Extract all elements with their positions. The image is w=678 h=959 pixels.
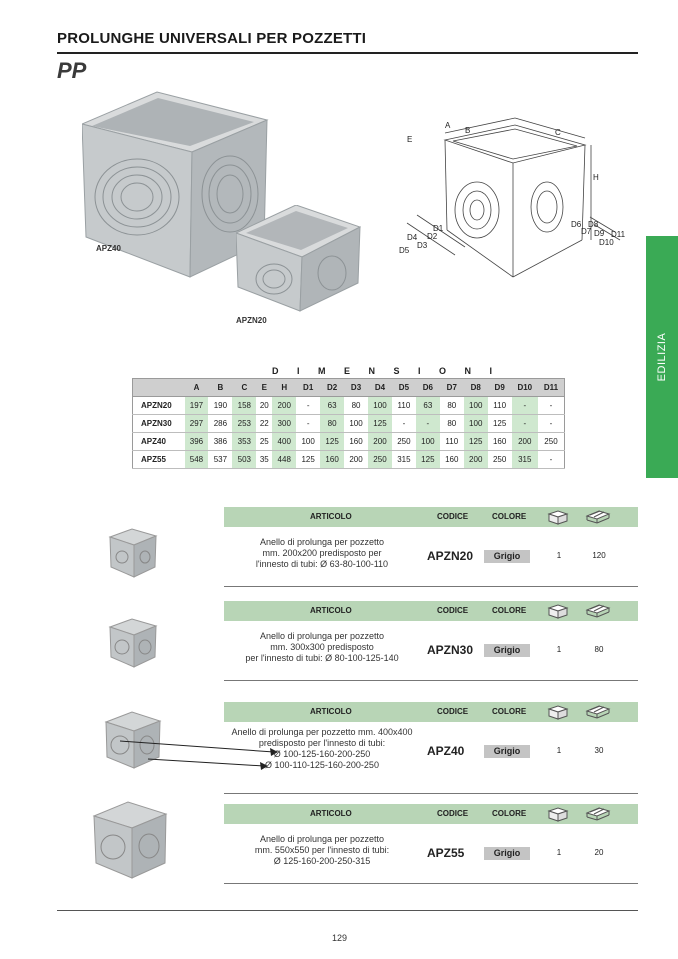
codice-header: CODICE bbox=[437, 512, 469, 521]
colore-header: COLORE bbox=[492, 707, 527, 716]
colore-header: COLORE bbox=[492, 512, 527, 521]
table-cell: 125 bbox=[464, 433, 488, 451]
product-code: APZ40 bbox=[427, 744, 465, 758]
table-cell: 125 bbox=[416, 451, 440, 469]
pallet-quantity: 30 bbox=[594, 746, 604, 755]
table-cell: 250 bbox=[488, 451, 512, 469]
svg-text:D4: D4 bbox=[407, 233, 418, 242]
column-header: D6 bbox=[416, 379, 440, 397]
product-row bbox=[224, 722, 638, 794]
table-cell: 125 bbox=[368, 415, 392, 433]
page-number: 129 bbox=[332, 933, 348, 943]
table-cell: 197 bbox=[185, 397, 209, 415]
pallet-quantity: 120 bbox=[592, 551, 606, 560]
column-header: D4 bbox=[368, 379, 392, 397]
product-description bbox=[224, 727, 420, 771]
product-block-apz40 bbox=[224, 702, 638, 794]
table-cell: - bbox=[296, 397, 320, 415]
box-icon bbox=[547, 603, 569, 619]
product-row bbox=[224, 527, 638, 587]
table-cell: 35 bbox=[256, 451, 272, 469]
svg-text:D6: D6 bbox=[571, 220, 582, 229]
column-header: D3 bbox=[344, 379, 368, 397]
column-header: D9 bbox=[488, 379, 512, 397]
table-cell: 110 bbox=[392, 397, 416, 415]
product-block-apz55 bbox=[224, 804, 638, 884]
page-title: PROLUNGHE UNIVERSALI PER POZZETTI bbox=[57, 30, 367, 47]
description-line: Anello di prolunga per pozzetto bbox=[259, 537, 385, 547]
table-cell: 80 bbox=[440, 415, 464, 433]
table-cell: 448 bbox=[272, 451, 296, 469]
dimensions-title: D I M E N S I O N I bbox=[272, 366, 501, 376]
svg-text:A: A bbox=[445, 121, 451, 130]
pallet-icon bbox=[585, 603, 611, 619]
table-cell: - bbox=[538, 415, 565, 433]
product-row bbox=[224, 824, 638, 884]
color-badge: Grigio bbox=[484, 644, 530, 657]
section-tab-label: EDILIZIA bbox=[656, 332, 668, 382]
table-cell: 315 bbox=[512, 451, 538, 469]
table-cell: - bbox=[512, 397, 538, 415]
svg-text:D10: D10 bbox=[599, 238, 614, 247]
table-cell: 200 bbox=[344, 451, 368, 469]
product-description bbox=[224, 834, 420, 867]
table-cell: 250 bbox=[368, 451, 392, 469]
description-line: mm. 550x550 per l'innesto di tubi: bbox=[254, 845, 390, 855]
table-row bbox=[133, 397, 565, 415]
color-badge: Grigio bbox=[484, 847, 530, 860]
codice-header: CODICE bbox=[437, 809, 469, 818]
description-line: Ø 125-160-200-250-315 bbox=[273, 856, 371, 866]
product-row bbox=[224, 621, 638, 681]
table-cell: 297 bbox=[185, 415, 209, 433]
table-cell: 200 bbox=[512, 433, 538, 451]
apzn30-thumbnail bbox=[108, 617, 158, 669]
table-row bbox=[133, 451, 565, 469]
table-cell: 200 bbox=[368, 433, 392, 451]
pallet-icon bbox=[585, 509, 611, 525]
svg-text:C: C bbox=[555, 128, 561, 137]
table-cell: 190 bbox=[208, 397, 232, 415]
articolo-header: ARTICOLO bbox=[310, 512, 352, 521]
svg-text:D7: D7 bbox=[581, 227, 592, 236]
table-cell: 63 bbox=[416, 397, 440, 415]
svg-text:D11: D11 bbox=[611, 230, 626, 239]
table-cell: - bbox=[392, 415, 416, 433]
articolo-header: ARTICOLO bbox=[310, 809, 352, 818]
table-cell: 250 bbox=[392, 433, 416, 451]
description-line: predisposto per l'innesto di tubi: bbox=[258, 738, 386, 748]
dimensions-corner-cell bbox=[133, 379, 185, 397]
product-header bbox=[224, 601, 638, 621]
description-line: mm. 300x300 predisposto bbox=[270, 642, 374, 652]
table-cell: - bbox=[416, 415, 440, 433]
table-cell: 250 bbox=[538, 433, 565, 451]
table-row bbox=[133, 415, 565, 433]
column-header: E bbox=[256, 379, 272, 397]
table-cell: 300 bbox=[272, 415, 296, 433]
color-badge: Grigio bbox=[484, 745, 530, 758]
table-cell: 100 bbox=[296, 433, 320, 451]
table-cell: - bbox=[538, 451, 565, 469]
apz40-caption: APZ40 bbox=[96, 244, 121, 253]
table-cell: 353 bbox=[232, 433, 256, 451]
table-cell: 160 bbox=[320, 451, 344, 469]
table-cell: 110 bbox=[488, 397, 512, 415]
articolo-header: ARTICOLO bbox=[310, 606, 352, 615]
description-line: Anello di prolunga per pozzetto bbox=[259, 631, 385, 641]
table-cell: 125 bbox=[296, 451, 320, 469]
title-divider bbox=[57, 52, 638, 54]
svg-text:D3: D3 bbox=[417, 241, 428, 250]
pallet-quantity: 20 bbox=[594, 848, 604, 857]
column-header: D5 bbox=[392, 379, 416, 397]
table-cell: - bbox=[296, 415, 320, 433]
description-line: Anello di prolunga per pozzetto mm. 400x400 bbox=[231, 727, 413, 737]
codice-header: CODICE bbox=[437, 606, 469, 615]
apzn20-photo bbox=[236, 205, 361, 313]
column-header: B bbox=[208, 379, 232, 397]
svg-text:E: E bbox=[407, 135, 413, 144]
table-cell: 125 bbox=[488, 415, 512, 433]
svg-text:D1: D1 bbox=[433, 224, 444, 233]
table-cell: 200 bbox=[464, 451, 488, 469]
box-icon bbox=[547, 806, 569, 822]
technical-diagram bbox=[395, 115, 630, 295]
pallet-icon bbox=[585, 704, 611, 720]
product-block-apzn30 bbox=[224, 601, 638, 681]
table-cell: 100 bbox=[464, 415, 488, 433]
column-header: D2 bbox=[320, 379, 344, 397]
table-cell: 20 bbox=[256, 397, 272, 415]
dimensions-header-row bbox=[133, 379, 565, 397]
apzn20-thumbnail bbox=[108, 527, 158, 579]
table-cell: 100 bbox=[464, 397, 488, 415]
box-icon bbox=[547, 509, 569, 525]
table-cell: 80 bbox=[320, 415, 344, 433]
svg-text:D5: D5 bbox=[399, 246, 410, 255]
page-subtitle: PP bbox=[57, 58, 87, 83]
table-cell: 396 bbox=[185, 433, 209, 451]
box-quantity: 1 bbox=[556, 551, 562, 560]
description-line: l'innesto di tubi: Ø 63-80-100-110 bbox=[255, 559, 389, 569]
table-cell: - bbox=[512, 415, 538, 433]
table-cell: 63 bbox=[320, 397, 344, 415]
product-code: APZN20 bbox=[427, 549, 474, 563]
row-label: APZ55 bbox=[133, 451, 185, 469]
product-header bbox=[224, 702, 638, 722]
table-cell: 25 bbox=[256, 433, 272, 451]
svg-text:H: H bbox=[593, 173, 599, 182]
table-cell: 315 bbox=[392, 451, 416, 469]
column-header: D1 bbox=[296, 379, 320, 397]
table-cell: 503 bbox=[232, 451, 256, 469]
table-cell: 110 bbox=[440, 433, 464, 451]
product-block-apzn20 bbox=[224, 507, 638, 587]
table-cell: 548 bbox=[185, 451, 209, 469]
box-quantity: 1 bbox=[556, 746, 562, 755]
description-line: mm. 200x200 predisposto per bbox=[262, 548, 382, 558]
table-cell: 22 bbox=[256, 415, 272, 433]
column-header: H bbox=[272, 379, 296, 397]
dimensions-table bbox=[132, 378, 565, 469]
table-cell: 160 bbox=[440, 451, 464, 469]
box-quantity: 1 bbox=[556, 645, 562, 654]
svg-text:D2: D2 bbox=[427, 232, 438, 241]
table-cell: 100 bbox=[368, 397, 392, 415]
footer-divider bbox=[57, 910, 638, 911]
column-header: D10 bbox=[512, 379, 538, 397]
table-cell: 80 bbox=[440, 397, 464, 415]
apzn20-caption: APZN20 bbox=[236, 316, 267, 325]
column-header: D11 bbox=[538, 379, 565, 397]
row-label: APZN20 bbox=[133, 397, 185, 415]
box-quantity: 1 bbox=[556, 848, 562, 857]
description-line: Ø 100-110-125-160-200-250 bbox=[265, 760, 379, 770]
table-cell: 253 bbox=[232, 415, 256, 433]
description-line: Ø 100-125-160-200-250 bbox=[273, 749, 371, 759]
svg-text:B: B bbox=[465, 126, 471, 135]
pallet-icon bbox=[585, 806, 611, 822]
description-line: Anello di prolunga per pozzetto bbox=[259, 834, 385, 844]
table-cell: 160 bbox=[344, 433, 368, 451]
table-row bbox=[133, 433, 565, 451]
colore-header: COLORE bbox=[492, 809, 527, 818]
column-header: A bbox=[185, 379, 209, 397]
apz55-thumbnail bbox=[92, 800, 168, 880]
svg-text:D9: D9 bbox=[594, 229, 605, 238]
table-cell: 386 bbox=[208, 433, 232, 451]
product-code: APZ55 bbox=[427, 846, 465, 860]
table-cell: 100 bbox=[344, 415, 368, 433]
box-icon bbox=[547, 704, 569, 720]
table-cell: 200 bbox=[272, 397, 296, 415]
column-header: D7 bbox=[440, 379, 464, 397]
table-cell: 80 bbox=[344, 397, 368, 415]
colore-header: COLORE bbox=[492, 606, 527, 615]
pallet-quantity: 80 bbox=[594, 645, 604, 654]
column-header: C bbox=[232, 379, 256, 397]
row-label: APZN30 bbox=[133, 415, 185, 433]
table-cell: 125 bbox=[320, 433, 344, 451]
table-cell: 160 bbox=[488, 433, 512, 451]
product-description bbox=[224, 537, 420, 570]
table-cell: 286 bbox=[208, 415, 232, 433]
section-tab-edilizia[interactable] bbox=[646, 236, 678, 478]
row-label: APZ40 bbox=[133, 433, 185, 451]
table-cell: 537 bbox=[208, 451, 232, 469]
table-cell: 400 bbox=[272, 433, 296, 451]
table-cell: 158 bbox=[232, 397, 256, 415]
svg-text:D8: D8 bbox=[588, 220, 599, 229]
codice-header: CODICE bbox=[437, 707, 469, 716]
color-badge: Grigio bbox=[484, 550, 530, 563]
product-code: APZN30 bbox=[427, 643, 474, 657]
column-header: D8 bbox=[464, 379, 488, 397]
description-line: per l'innesto di tubi: Ø 80-100-125-140 bbox=[245, 653, 399, 663]
product-header bbox=[224, 507, 638, 527]
product-header bbox=[224, 804, 638, 824]
articolo-header: ARTICOLO bbox=[310, 707, 352, 716]
table-cell: - bbox=[538, 397, 565, 415]
product-description bbox=[224, 631, 420, 664]
table-cell: 100 bbox=[416, 433, 440, 451]
